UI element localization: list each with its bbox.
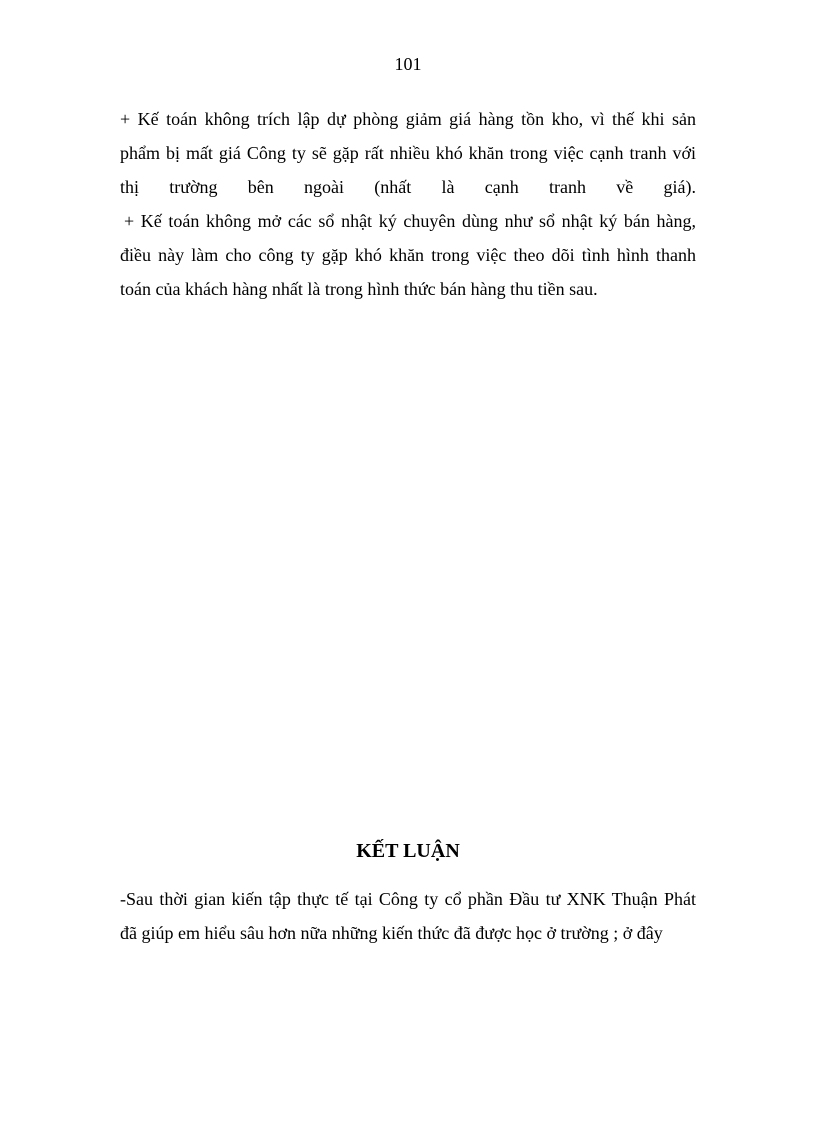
body-paragraph-weaknesses — [120, 102, 696, 306]
text-line: -Sau thời gian kiến tập thực tế tại Công ty cổ phần Đầu tư XNK Thuận Phát — [120, 889, 696, 909]
text-line: + Kế toán không mở các sổ nhật ký chuyên dùng như sổ nhật ký bán hàng, — [124, 211, 696, 231]
text-line: thị trường bên ngoài (nhất là cạnh tranh về giá). — [120, 177, 696, 197]
page-number: 101 — [394, 54, 422, 74]
text-line: phẩm bị mất giá Công ty sẽ gặp rất nhiều khó khăn trong việc cạnh tranh với — [120, 143, 696, 163]
text-line: + Kế toán không trích lập dự phòng giảm giá hàng tồn kho, vì thế khi sản — [120, 109, 696, 129]
text-line: toán của khách hàng nhất là trong hình thức bán hàng thu tiền sau. — [120, 279, 598, 299]
text-line: điều này làm cho công ty gặp khó khăn trong việc theo dõi tình hình thanh — [120, 245, 696, 265]
body-paragraph-conclusion — [120, 882, 696, 950]
section-title-conclusion: KẾT LUẬN — [356, 840, 460, 862]
text-line: đã giúp em hiểu sâu hơn nữa những kiến thức đã được học ở trường ; ở đây — [120, 923, 663, 943]
